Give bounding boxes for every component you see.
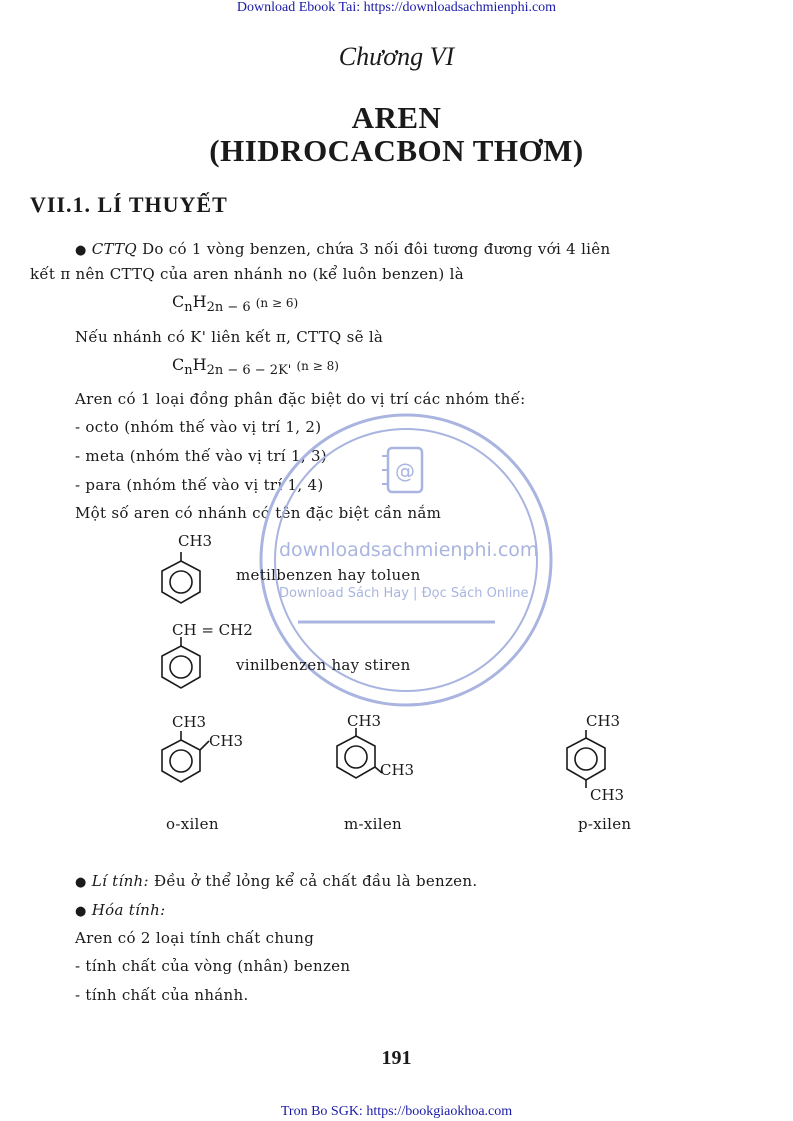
o-xylene-benzene-ring-icon: [162, 731, 209, 782]
isomer-intro: Aren có 1 loại đồng phân đặc biệt do vị trí các nhóm thế:: [75, 390, 526, 408]
k-bond-line: Nếu nhánh có K' liên kết π, CTTQ sẽ là: [75, 328, 384, 346]
physical-properties: [75, 872, 477, 890]
styrene-name: vinilbenzen hay stiren: [236, 656, 411, 674]
formula-unsaturated-condition: (n ≥ 8): [296, 359, 339, 373]
m-xylene-benzene-ring-icon: [337, 728, 382, 778]
styrene-group: CH = CH2: [172, 621, 253, 639]
page-number: 191: [381, 1047, 412, 1069]
chapter-title-line2: (HIDROCACBON THƠM): [209, 133, 584, 168]
isomer-ortho: - octo (nhóm thế vào vị trí 1, 2): [75, 418, 322, 436]
chem-intro: Aren có 2 loại tính chất chung: [75, 929, 315, 947]
formula-arene: $C_nH_{2n - 6}$ (n ≥ 6): [172, 292, 299, 316]
footer-sgk-link[interactable]: Tron Bo SGK: https://bookgiaokhoa.com: [280, 1104, 513, 1119]
cttq-line1: Do có 1 vòng benzen, chứa 3 nối đôi tương đương với 4 liên: [142, 240, 611, 258]
m-xylene-group2: CH3: [380, 761, 415, 779]
bullet-icon: ●: [75, 875, 87, 890]
svg-text:@: @: [395, 459, 415, 483]
o-xylene-group1: CH3: [172, 713, 207, 731]
formula-arene-condition: (n ≥ 6): [255, 296, 299, 310]
isomer-meta: - meta (nhóm thế vào vị trí 1, 3): [75, 447, 327, 465]
chapter-title-line1: AREN: [351, 100, 442, 135]
physical-label: Lí tính:: [91, 872, 149, 890]
p-xylene-group1: CH3: [586, 712, 621, 730]
m-xylene-name: m-xilen: [344, 815, 402, 833]
styrene-benzene-ring-icon: [162, 637, 200, 688]
bullet-icon: ●: [75, 904, 87, 919]
chemical-properties-heading: [75, 901, 165, 919]
toluene-name: metilbenzen hay toluen: [236, 566, 421, 584]
section-heading: VII.1. LÍ THUYẾT: [30, 192, 228, 217]
o-xylene-name: o-xilen: [166, 815, 219, 833]
chem-item-ring: - tính chất của vòng (nhân) benzen: [75, 957, 351, 975]
bullet-icon: ●: [75, 243, 87, 258]
p-xylene-group2: CH3: [590, 786, 625, 804]
chemical-label: Hóa tính:: [91, 901, 166, 919]
header-download-link[interactable]: Download Ebook Tai: https://downloadsachmienphi.com: [236, 0, 557, 15]
chem-item-branch: - tính chất của nhánh.: [75, 986, 249, 1004]
p-xylene-benzene-ring-icon: [567, 730, 605, 788]
p-xylene-name: p-xilen: [578, 815, 632, 833]
m-xylene-group1: CH3: [347, 712, 382, 730]
watermark-tagline: Download Sách Hay | Đọc Sách Online: [279, 586, 529, 601]
physical-text: Đều ở thể lỏng kể cả chất đầu là benzen.: [153, 872, 478, 890]
cttq-label: CTTQ: [91, 240, 137, 258]
o-xylene-group2: CH3: [209, 732, 244, 750]
isomer-para: - para (nhóm thế vào vị trí 1, 4): [75, 476, 324, 494]
special-names-line: Một số aren có nhánh có tên đặc biệt cần nắm: [75, 504, 442, 522]
watermark-site: downloadsachmienphi.com: [279, 539, 539, 561]
chapter-label: Chương VI: [338, 42, 455, 71]
toluene-group: CH3: [178, 532, 213, 550]
toluene-benzene-ring-icon: [162, 552, 200, 603]
formula-unsaturated: $C_nH_{2n - 6 - 2K'}$ (n ≥ 8): [172, 355, 339, 379]
cttq-line2: kết π nên CTTQ của aren nhánh no (kể luôn benzen) là: [30, 265, 464, 283]
